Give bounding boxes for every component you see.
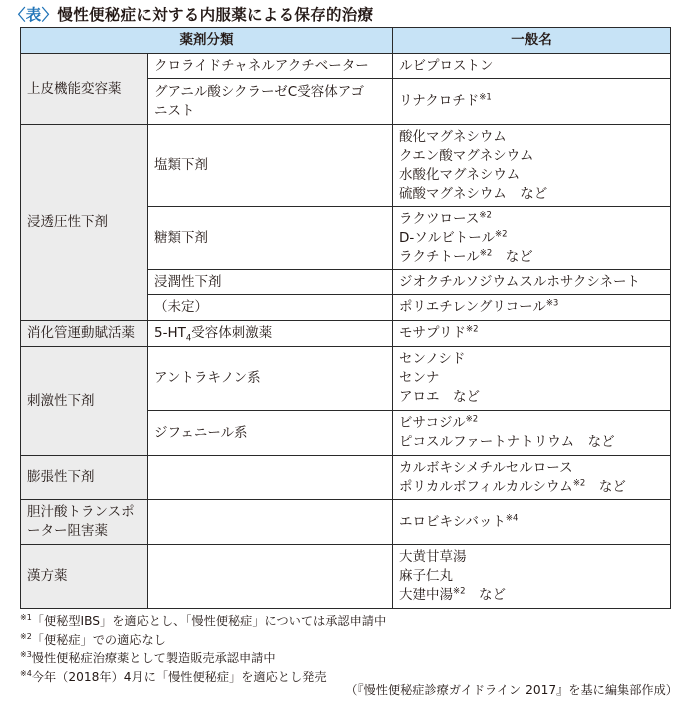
category-shigeki: 刺激性下剤: [21, 347, 148, 456]
footnote-3: $^{※3}$慢性便秘症治療薬として製造販売承認申請中: [20, 649, 276, 665]
subclass-cell: アントラキノン系: [148, 347, 393, 411]
subclass-cell: グアニル酸シクラーゼC受容体アゴ ニスト: [148, 79, 393, 125]
subclass-cell: （未定）: [148, 295, 393, 321]
table-title: [10, 3, 373, 25]
table-row: [21, 321, 671, 347]
category-bocho: 膨張性下剤: [21, 456, 148, 500]
footnote-2: $^{※2}$「便秘症」での適応なし: [20, 631, 166, 647]
footnote-mark: ※2: [495, 229, 508, 239]
subclass-cell: 浸潤性下剤: [148, 270, 393, 295]
header-name: 一般名: [393, 28, 671, 54]
name-cell: ビサコジル$^{※2}$ ピコスルファートナトリウム など: [393, 411, 671, 456]
subclass-cell: 糖類下剤: [148, 207, 393, 270]
table-row: [21, 347, 671, 411]
subclass-cell: クロライドチャネルアクチベーター: [148, 54, 393, 79]
category-shoka: 消化管運動賦活薬: [21, 321, 148, 347]
footnote-mark: ※4: [505, 513, 519, 523]
footnote-mark: ※2: [465, 414, 479, 425]
category-shinto: 浸透圧性下剤: [21, 125, 148, 321]
footnote-mark: ※2: [453, 586, 466, 597]
footnote-mark: ※2: [572, 478, 586, 488]
footnote-mark: ※2: [479, 248, 493, 258]
subclass-cell: 塩類下剤: [148, 125, 393, 207]
subclass-cell: [148, 500, 393, 545]
name-cell: モサプリド$^{※2}$: [393, 321, 671, 347]
footnotes: [20, 612, 386, 686]
name-cell: ポリエチレングリコール$^{※3}$: [393, 295, 671, 321]
table-row: [21, 500, 671, 545]
name-cell: センノシド センナ アロエ など: [393, 347, 671, 411]
category-joheki: 上皮機能変容薬: [21, 54, 148, 125]
name-cell: リナクロチド$^{※1}$: [393, 79, 671, 125]
table-title-tag: 〈表〉: [10, 6, 58, 24]
footnote-1: $^{※1}$「便秘型IBS」を適応とし、「慢性便秘症」については承認申請中: [20, 612, 387, 628]
subclass-cell: [148, 545, 393, 609]
table-row: [21, 125, 671, 207]
drug-table: [20, 27, 671, 609]
category-tanju: 胆汁酸トランスポーター阻害薬: [21, 500, 148, 545]
footnote-mark: ※2: [465, 324, 479, 335]
name-cell: 酸化マグネシウム クエン酸マグネシウム 水酸化マグネシウム 硫酸マグネシウム など: [393, 125, 671, 207]
footnote-mark: ※1: [479, 92, 492, 103]
category-kampo: 漢方薬: [21, 545, 148, 609]
name-cell: ラクツロース$^{※2}$ D-ソルビトール$^{※2}$ ラクチトール$^{※2}$ など: [393, 207, 671, 270]
name-cell: ルビプロストン: [393, 54, 671, 79]
subclass-cell: $5-HT_4$受容体刺激薬: [148, 321, 393, 347]
subclass-cell: ジフェニール系: [148, 411, 393, 456]
subclass-cell: [148, 456, 393, 500]
table-row: [21, 456, 671, 500]
header-class: 薬剤分類: [21, 28, 393, 54]
footnote-mark: ※3: [545, 298, 559, 309]
name-cell: カルボキシメチルセルロース ポリカルボフィルカルシウム$^{※2}$ など: [393, 456, 671, 500]
name-cell: ジオクチルソジウムスルホサクシネート: [393, 270, 671, 295]
name-cell: エロビキシバット$^{※4}$: [393, 500, 671, 545]
table-row: [21, 545, 671, 609]
source-note: （『慢性便秘症診療ガイドライン 2017』を基に編集部作成）: [345, 683, 678, 697]
name-cell: 大黄甘草湯 麻子仁丸 大建中湯$^{※2}$ など: [393, 545, 671, 609]
footnote-mark: ※2: [479, 210, 492, 220]
table-title-text: 慢性便秘症に対する内服薬による保存的治療: [57, 6, 374, 24]
footnote-4: $^{※4}$今年（2018年）4月に「慢性便秘症」を適応とし発売: [20, 668, 327, 684]
table-header-row: [21, 28, 671, 54]
table-row: [21, 54, 671, 79]
